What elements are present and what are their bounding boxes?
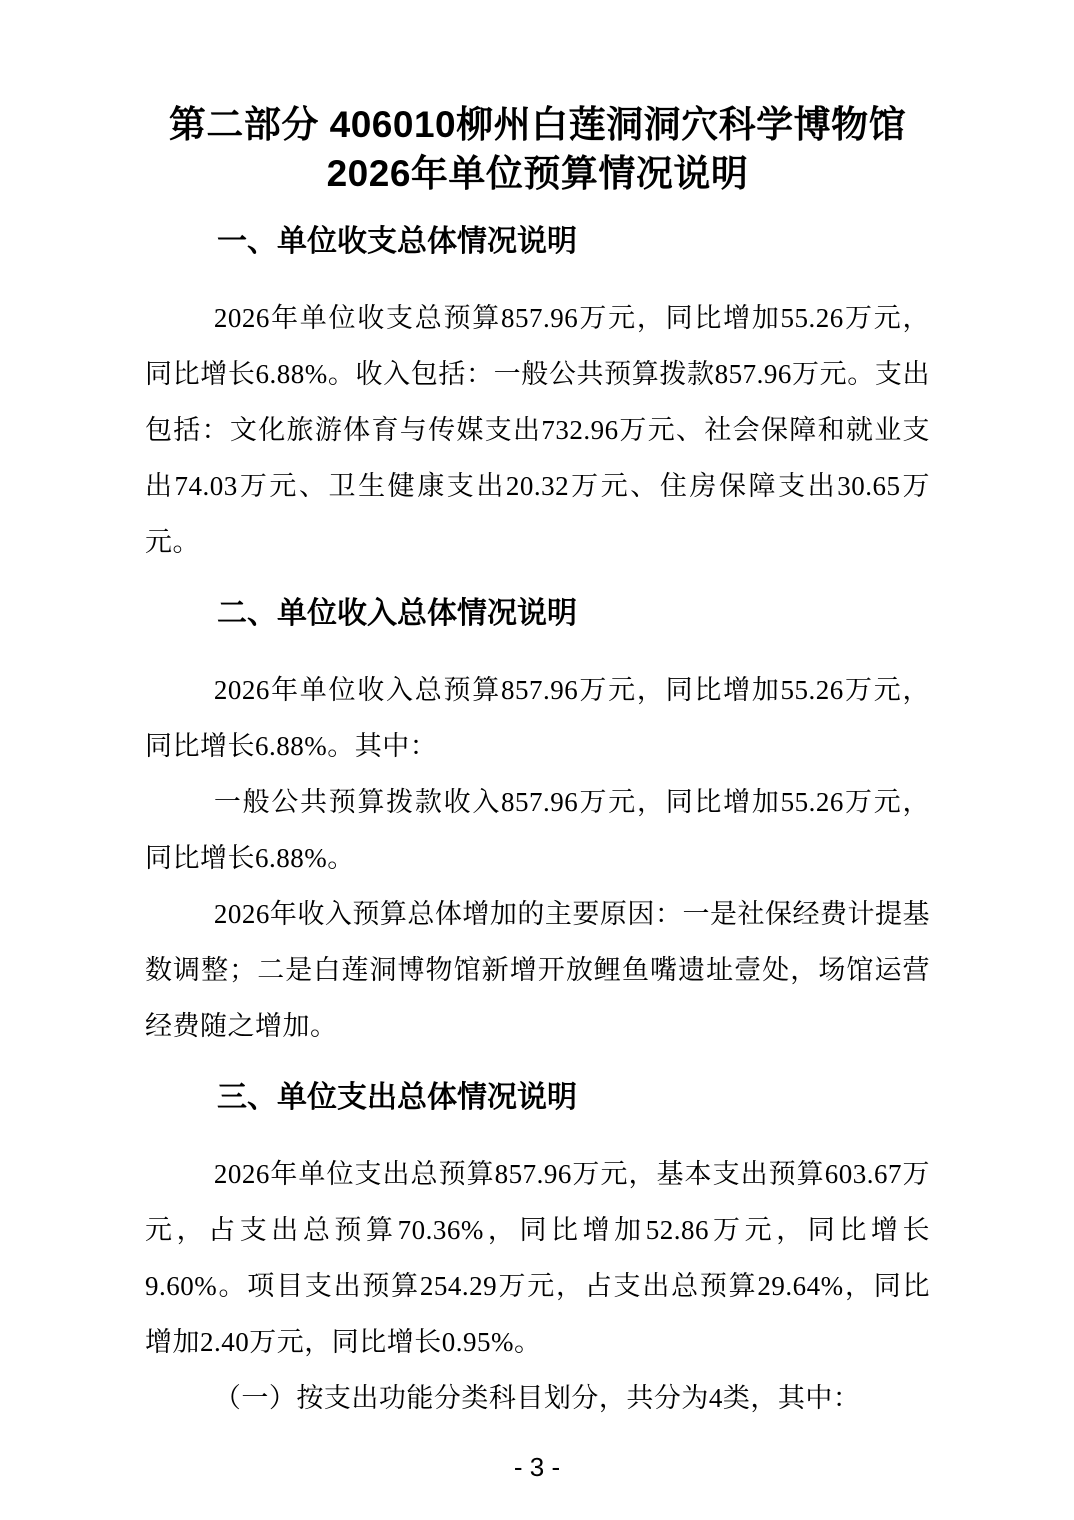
section-heading-1: 一、单位收支总体情况说明 [217,225,577,258]
section-heading-3: 三、单位支出总体情况说明 [217,1081,577,1114]
paragraph: 一般公共预算拨款收入857.96万元，同比增加55.26万元，同比增长6.88%。 [145,787,930,873]
section-expenditure-overview [145,1078,930,1426]
paragraph: 2026年单位收支总预算857.96万元，同比增加55.26万元，同比增长6.88%。收入包括：一般公共预算拨款857.96万元。支出包括：文化旅游体育与传媒支出732.96万元、社会保障和就业支出74.03万元、卫生健康支出20.32万元、住房保障支出30.65万元。 [145,303,930,557]
page-number: - 3 - [513,1452,561,1482]
paragraph: 2026年收入预算总体增加的主要原因：一是社保经费计提基数调整；二是白莲洞博物馆新增开放鲤鱼嘴遗址壹处，场馆运营经费随之增加。 [145,899,930,1041]
section-heading-2: 二、单位收入总体情况说明 [217,597,577,630]
section-income-expenditure-overview [145,222,930,570]
paragraph: 2026年单位支出总预算857.96万元，基本支出预算603.67万元，占支出总预算70.36%，同比增加52.86万元，同比增长9.60%。项目支出预算254.29万元，占支出总预算29.64%，同比增加2.40万元，同比增长0.95%。 [145,1159,930,1357]
section-income-overview [145,594,930,1054]
document-title: 第二部分 406010柳州白莲洞洞穴科学博物馆2026年单位预算情况说明 [168,104,907,194]
paragraph: （一）按支出功能分类科目划分，共分为4类，其中： [213,1383,861,1413]
paragraph: 2026年单位收入总预算857.96万元，同比增加55.26万元，同比增长6.88%。其中： [145,675,930,761]
